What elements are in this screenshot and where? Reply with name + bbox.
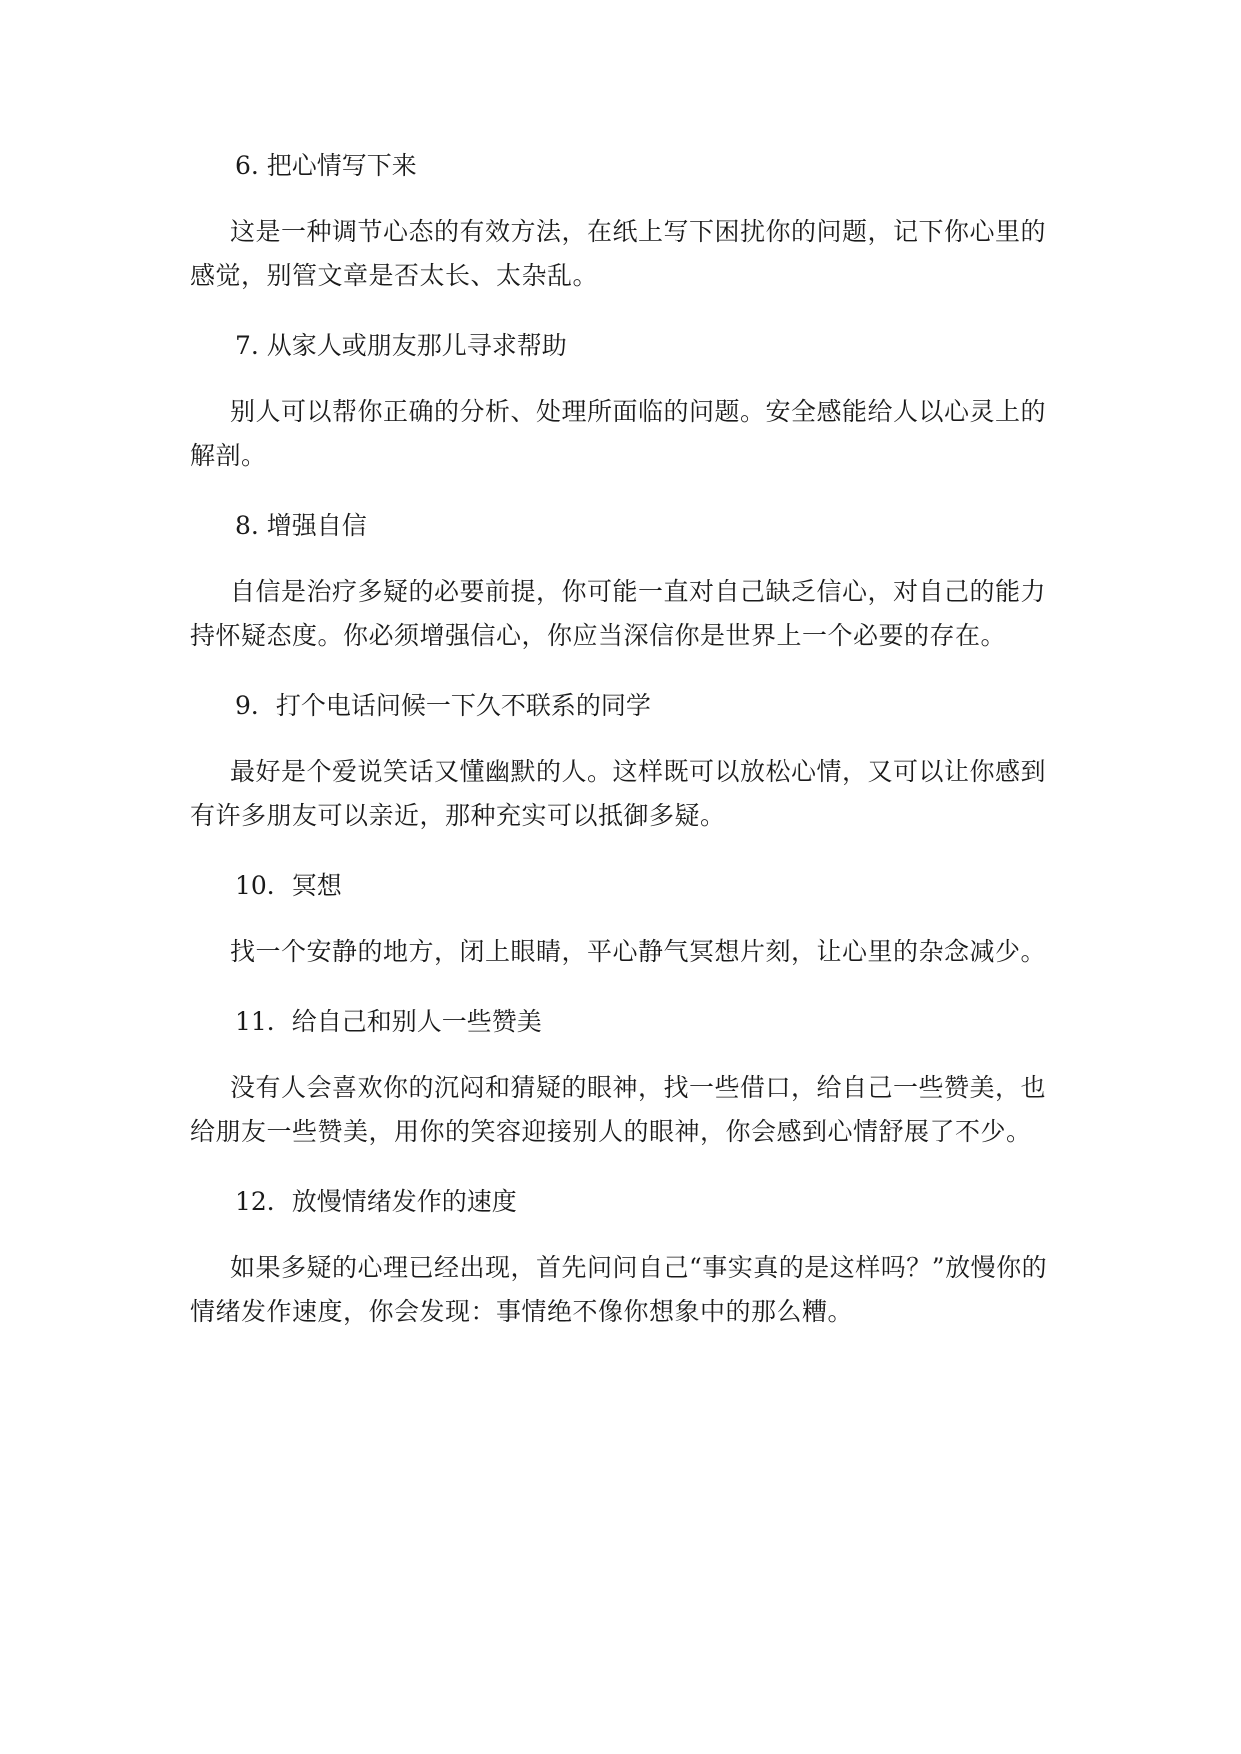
section-paragraph: 找一个安静的地方，闭上眼睛，平心静气冥想片刻，让心里的杂念减少。	[230, 937, 1047, 966]
section-heading: 6. 把心情写下来	[235, 151, 417, 180]
section-heading: 11．给自己和别人一些赞美	[235, 1007, 542, 1036]
section-heading: 9．打个电话问候一下久不联系的同学	[235, 691, 651, 720]
section-heading: 8. 增强自信	[235, 511, 367, 540]
section-paragraph: 没有人会喜欢你的沉闷和猜疑的眼神，找一些借口，给自己一些赞美，也给朋友一些赞美，用你的笑容迎接别人的眼神，你会感到心情舒展了不少。	[190, 1073, 1047, 1146]
document-page	[190, 148, 1060, 1364]
section-heading: 10．冥想	[235, 871, 342, 900]
section-paragraph: 如果多疑的心理已经出现，首先问问自己“事实真的是这样吗？”放慢你的情绪发作速度，你会发现：事情绝不像你想象中的那么糟。	[190, 1253, 1048, 1326]
section-paragraph: 别人可以帮你正确的分析、处理所面临的问题。安全感能给人以心灵上的解剖。	[190, 397, 1047, 470]
section-heading: 7. 从家人或朋友那儿寻求帮助	[235, 331, 567, 360]
section-heading: 12．放慢情绪发作的速度	[235, 1187, 517, 1216]
section-paragraph: 最好是个爱说笑话又懂幽默的人。这样既可以放松心情，又可以让你感到有许多朋友可以亲近，那种充实可以抵御多疑。	[190, 757, 1047, 830]
section-paragraph: 这是一种调节心态的有效方法，在纸上写下困扰你的问题，记下你心里的感觉，别管文章是否太长、太杂乱。	[190, 217, 1047, 290]
section-paragraph: 自信是治疗多疑的必要前提，你可能一直对自己缺乏信心，对自己的能力持怀疑态度。你必须增强信心，你应当深信你是世界上一个必要的存在。	[190, 577, 1047, 650]
